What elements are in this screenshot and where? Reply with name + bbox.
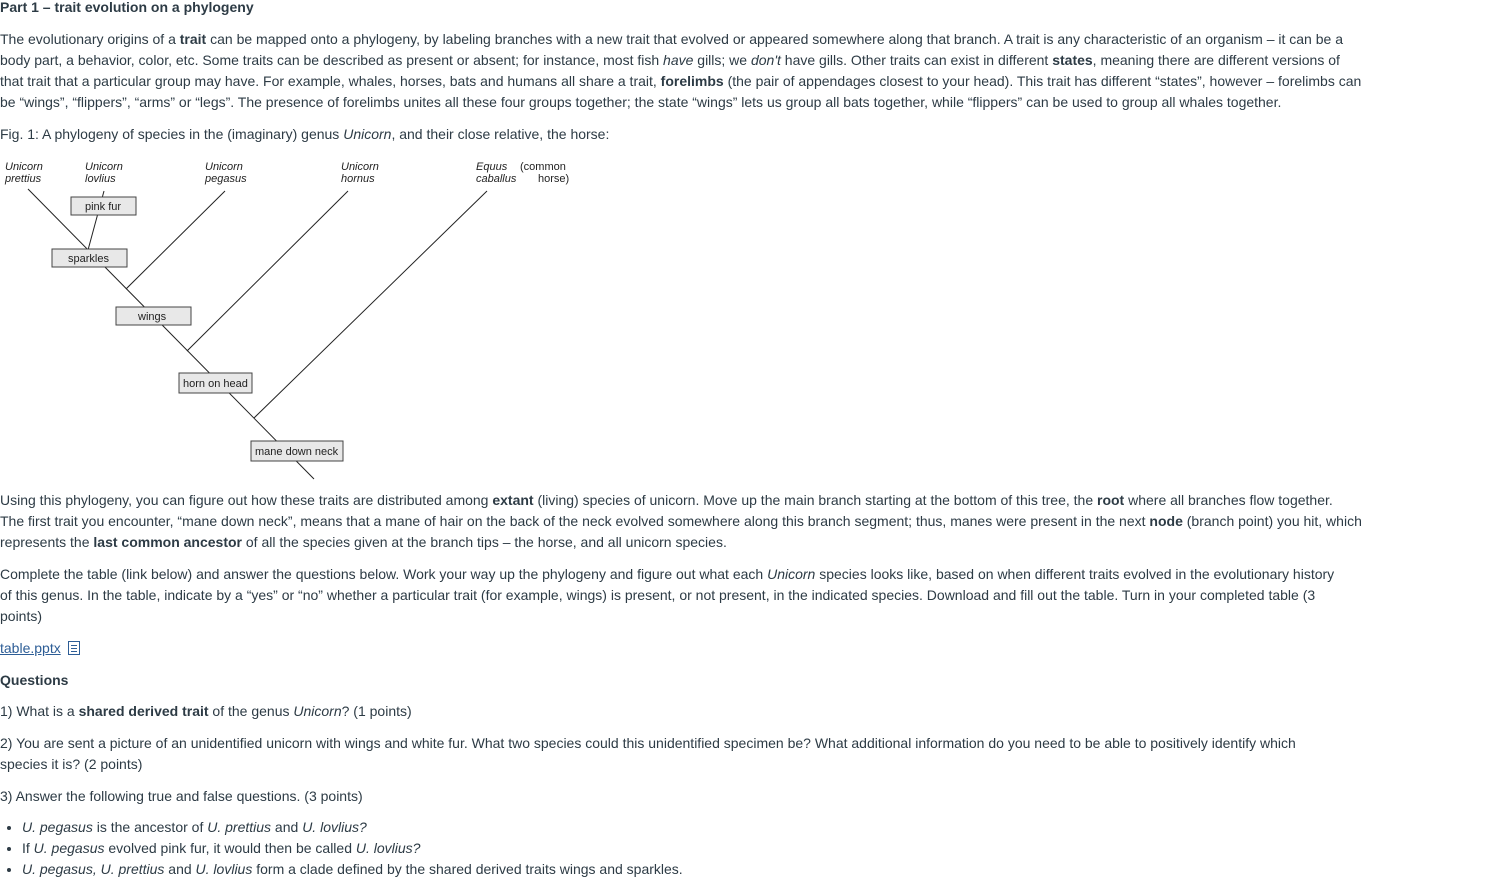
para2-line-2: [0, 511, 1362, 532]
tip-label: Unicorn: [5, 161, 43, 173]
table-pptx-link[interactable]: table.pptx: [0, 640, 61, 656]
trait-box-wings: [116, 307, 191, 325]
list-item: [22, 817, 683, 838]
intro-emphasis: have: [663, 52, 694, 68]
tree-branches: [28, 189, 487, 479]
intro-term-states: states: [1052, 52, 1093, 68]
trait-label: wings: [138, 311, 167, 323]
body-text: species looks like, based on when different traits evolved in the evolutionary history: [815, 566, 1335, 582]
trait-label: pink fur: [85, 201, 122, 213]
intro-line-1: [0, 29, 1343, 50]
tip-label: horse): [538, 173, 570, 185]
body-text: Complete the table (link below) and answer the questions below. Work your way up the phylogeny and figure out what each: [0, 566, 768, 582]
term-extant: extant: [492, 492, 534, 508]
trait-box-mane-down-neck: [251, 441, 343, 461]
intro-line-4: be “wings”, “flippers”, “arms” or “legs”. The presence of forelimbs unites all these four groups together; the state “wings” lets us group all bats together, while “flippers” can be used to group all whales together.: [0, 94, 1282, 110]
trait-box-horn-on-head: [179, 373, 252, 393]
true-false-list: [0, 817, 683, 880]
intro-text: The evolutionary origins of a: [0, 31, 180, 47]
genus-name: Unicorn: [293, 703, 342, 719]
item-text: evolved pink fur, it would then be called: [104, 840, 356, 856]
question-text: of the genus: [208, 703, 294, 719]
tip-label: hornus: [341, 173, 375, 185]
intro-emphasis: don't: [750, 52, 781, 68]
phylogeny-figure: [0, 155, 600, 485]
trait-box-sparkles: [52, 249, 127, 267]
caption-text: Fig. 1: A phylogeny of species in the (imaginary) genus: [0, 126, 344, 142]
trait-label: mane down neck: [255, 446, 339, 458]
question-1: [0, 701, 412, 722]
trait-label: sparkles: [68, 253, 109, 265]
tip-label: (common: [520, 161, 566, 173]
intro-term-trait: trait: [179, 31, 207, 47]
species-name: U. pegasus: [22, 819, 93, 835]
tip-label: pegasus: [205, 173, 247, 185]
intro-text: that trait that a particular group may have. For example, whales, horses, bats and humans all share a trait,: [0, 73, 661, 89]
species-name: U. pegasus: [33, 840, 105, 856]
term-node: node: [1149, 513, 1183, 529]
question-2-line-1: 2) You are sent a picture of an unidentified unicorn with wings and white fur. What two species could this unidentified specimen be? What additional information do you need to be able to positively identify which: [0, 735, 1296, 751]
species-name: U. prettius: [207, 819, 272, 835]
page-title: Part 1 – trait evolution on a phylogeny: [0, 0, 254, 15]
trait-box-pink-fur: [71, 197, 136, 215]
para3-line-2: of this genus. In the table, indicate by a “yes” or “no” whether a particular trait (for example, wings) is present, or not present, in the indicated species. Download and fill out the table. Turn in your completed table (3: [0, 587, 1316, 603]
body-text: where all branches flow together.: [1124, 492, 1333, 508]
list-item: [22, 859, 683, 880]
term-root: root: [1097, 492, 1125, 508]
intro-text: (the pair of appendages closest to your head). This trait has different “states”, however – forelimbs can: [723, 73, 1362, 89]
body-text: (living) species of unicorn. Move up the main branch starting at the bottom of this tree, the: [533, 492, 1097, 508]
para3-line-3: points): [0, 608, 43, 624]
body-text: (branch point) you hit, which: [1182, 513, 1362, 529]
intro-term-forelimbs: forelimbs: [660, 73, 724, 89]
term-last-common-ancestor: last common ancestor: [93, 534, 242, 550]
item-text: and: [164, 861, 196, 877]
para3-line-1: [0, 564, 1334, 585]
tip-label: Unicorn: [341, 161, 379, 173]
item-text: If: [22, 840, 34, 856]
species-name: U. lovlius?: [355, 840, 421, 856]
tip-label: caballus: [476, 173, 517, 185]
species-name: U. lovlius?: [302, 819, 367, 835]
question-text: 1) What is a: [0, 703, 79, 719]
intro-text: , meaning there are different versions of: [1092, 52, 1340, 68]
intro-text: gills; we: [693, 52, 751, 68]
tip-label: Equus: [476, 161, 508, 173]
genus-name: Unicorn: [767, 566, 816, 582]
term-shared-derived-trait: shared derived trait: [78, 703, 209, 719]
species-name: U. pegasus, U. prettius: [22, 861, 165, 877]
item-text: form a clade defined by the shared derived traits wings and sparkles.: [252, 861, 683, 877]
branch-horse: [254, 191, 487, 418]
intro-text: can be mapped onto a phylogeny, by labeling branches with a new trait that evolved or appeared somewhere along that branch. A trait is any characteristic of an organism – it can be a: [206, 31, 1343, 47]
list-item: [22, 838, 683, 859]
intro-line-2: [0, 50, 1340, 71]
questions-heading: Questions: [0, 672, 69, 688]
trait-label: horn on head: [183, 378, 248, 390]
question-text: ? (1 points): [341, 703, 412, 719]
caption-text: , and their close relative, the horse:: [391, 126, 610, 142]
intro-text: have gills. Other traits can exist in different: [780, 52, 1053, 68]
tip-label: Unicorn: [85, 161, 123, 173]
branch-hornus: [187, 191, 348, 351]
para2-line-3: [0, 532, 727, 553]
intro-text: body part, a behavior, color, etc. Some traits can be described as present or absent; for instance, most fish: [0, 52, 664, 68]
body-text: of all the species given at the branch tips – the horse, and all unicorn species.: [242, 534, 727, 550]
question-3: 3) Answer the following true and false questions. (3 points): [0, 788, 363, 804]
branch-prettius: [28, 189, 314, 479]
branch-pegasus: [126, 191, 225, 289]
question-2-line-2: species it is? (2 points): [0, 756, 143, 772]
tip-label: prettius: [5, 173, 42, 185]
caption-genus: Unicorn: [343, 126, 392, 142]
item-text: is the ancestor of: [92, 819, 208, 835]
species-name: U. lovlius: [195, 861, 253, 877]
tip-label: Unicorn: [205, 161, 243, 173]
document-icon[interactable]: [68, 641, 80, 655]
tip-label: lovlius: [85, 173, 116, 185]
body-text: Using this phylogeny, you can figure out how these traits are distributed among: [0, 492, 493, 508]
figure-caption: [0, 124, 609, 145]
attachment-row: [0, 638, 80, 659]
item-text: and: [271, 819, 303, 835]
para2-line-1: [0, 490, 1333, 511]
body-text: represents the: [0, 534, 94, 550]
intro-line-3: [0, 71, 1361, 92]
body-text: The first trait you encounter, “mane down neck”, means that a mane of hair on the back of the neck evolved somewhere along this branch segment; thus, manes were present in the next: [0, 513, 1150, 529]
